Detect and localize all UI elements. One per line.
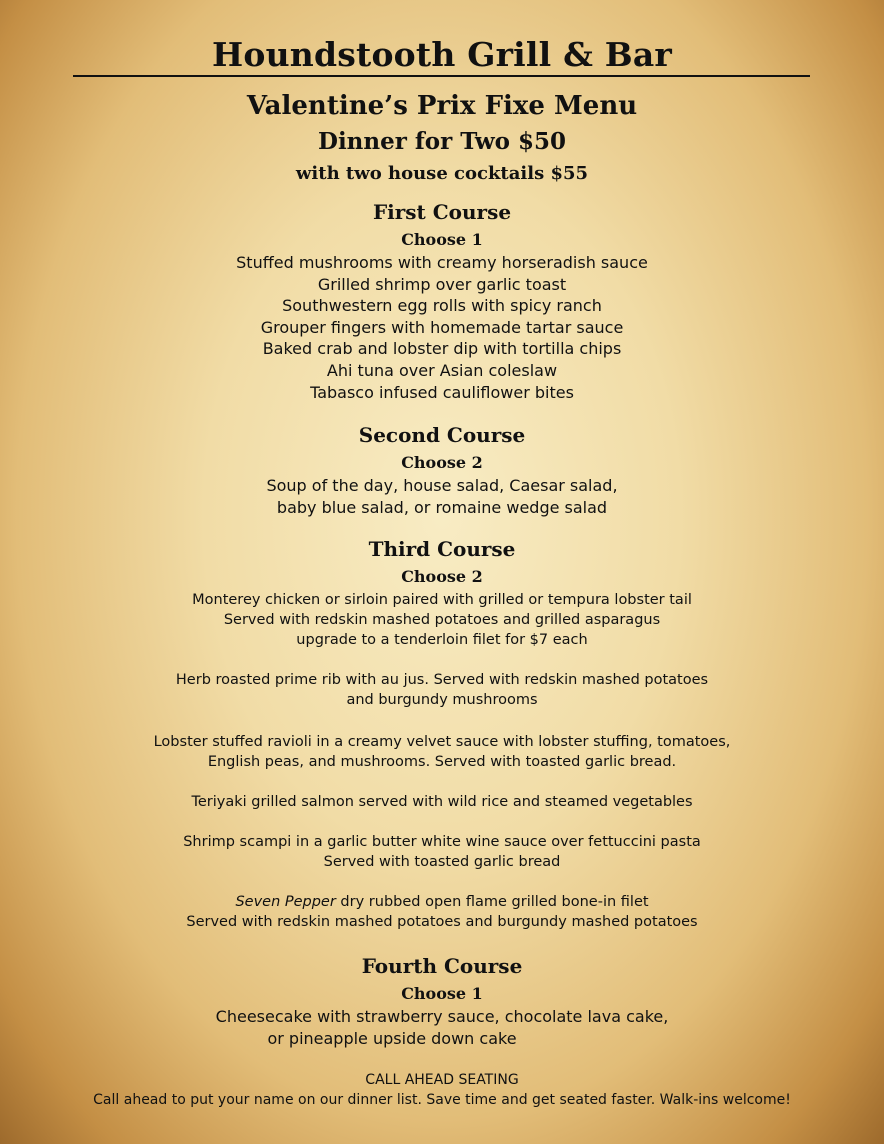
menu-item: or pineapple upside down cake xyxy=(267,1028,517,1048)
entree-line-first xyxy=(0,892,884,912)
menu-item: baby blue salad, or romaine wedge salad xyxy=(276,497,608,517)
menu-item: Southwestern egg rolls with spicy ranch xyxy=(282,296,602,316)
course-choose-first: Choose 1 xyxy=(401,230,483,249)
entree-shrimp-scampi xyxy=(0,832,884,872)
entree-line: upgrade to a tenderloin filet for $7 each xyxy=(296,632,588,648)
menu-item: Baked crab and lobster dip with tortilla chips xyxy=(262,339,622,359)
menu-item: Cheesecake with strawberry sauce, chocolate lava cake, xyxy=(215,1007,669,1026)
course-title-third: Third Course xyxy=(368,537,516,561)
title-divider xyxy=(73,75,810,77)
entree-line: Served with redskin mashed potatoes and burgundy mashed potatoes xyxy=(186,914,698,930)
course-title-second: Second Course xyxy=(358,423,526,447)
entree-line: English peas, and mushrooms. Served with toasted garlic bread. xyxy=(207,754,677,770)
course-items-second xyxy=(0,475,884,518)
entree-line: Shrimp scampi in a garlic butter white wine sauce over fettuccini pasta xyxy=(183,834,701,850)
entree-prime-rib xyxy=(0,670,884,710)
course-choose-fourth: Choose 1 xyxy=(401,984,483,1003)
course-title-fourth: Fourth Course xyxy=(361,954,523,978)
menu-item: Grouper fingers with homemade tartar sauce xyxy=(260,317,624,337)
menu-item: Tabasco infused cauliflower bites xyxy=(310,382,574,402)
course-items-fourth xyxy=(0,1006,884,1049)
entree-line: Served with redskin mashed potatoes and grilled asparagus xyxy=(223,612,661,628)
course-choose-third: Choose 2 xyxy=(401,567,483,586)
menu-item: Ahi tuna over Asian coleslaw xyxy=(326,360,558,380)
cocktail-price: with two house cocktails $55 xyxy=(295,163,589,184)
menu-title: Valentine’s Prix Fixe Menu xyxy=(246,91,638,121)
menu-item: Stuffed mushrooms with creamy horseradish sauce xyxy=(236,253,648,272)
restaurant-name: Houndstooth Grill & Bar xyxy=(211,35,673,74)
course-items-first xyxy=(0,252,884,403)
footer-text: Call ahead to put your name on our dinner list. Save time and get seated faster. Walk-ins welcome! xyxy=(93,1092,791,1108)
entree-line: Served with toasted garlic bread xyxy=(323,854,561,870)
entree-line: and burgundy mushrooms xyxy=(346,692,538,708)
entree-line: Herb roasted prime rib with au jus. Served with redskin mashed potatoes xyxy=(175,672,709,688)
menu-item: Grilled shrimp over garlic toast xyxy=(317,274,567,294)
menu-item: Soup of the day, house salad, Caesar salad, xyxy=(266,476,618,495)
entree-line: Monterey chicken or sirloin paired with grilled or tempura lobster tail xyxy=(192,592,692,608)
footer-heading: CALL AHEAD SEATING xyxy=(365,1072,519,1088)
entree-lobster-ravioli xyxy=(0,732,884,772)
dinner-price: Dinner for Two $50 xyxy=(318,128,566,155)
entree-line-rest: dry rubbed open flame grilled bone-in filet xyxy=(335,894,649,910)
course-choose-second: Choose 2 xyxy=(401,453,483,472)
entree-seven-pepper-filet xyxy=(0,892,884,932)
entree-line: Teriyaki grilled salmon served with wild rice and steamed vegetables xyxy=(191,794,693,810)
entree-line: Lobster stuffed ravioli in a creamy velvet sauce with lobster stuffing, tomatoes, xyxy=(153,734,731,750)
entree-monterey-chicken xyxy=(0,590,884,650)
entree-italic-name: Seven Pepper xyxy=(235,894,336,910)
course-title-first: First Course xyxy=(372,200,512,224)
entree-teriyaki-salmon xyxy=(0,792,884,812)
